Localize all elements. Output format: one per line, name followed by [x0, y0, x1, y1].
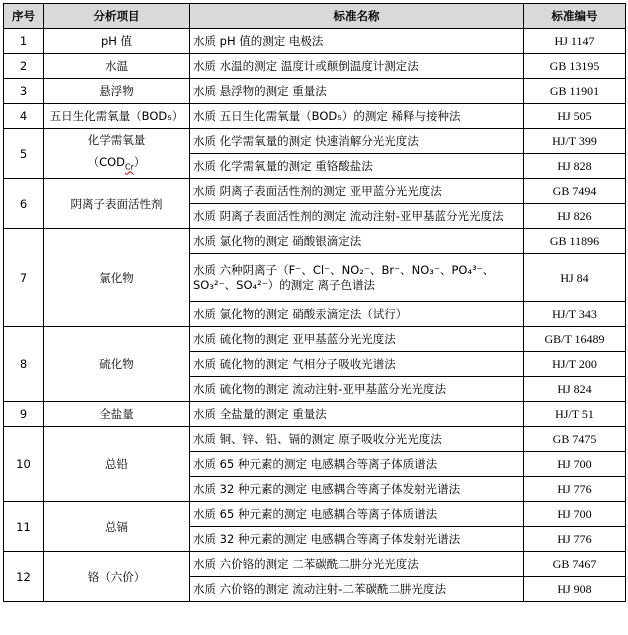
standard-name: 水质 65 种元素的测定 电感耦合等离子体质谱法: [190, 452, 524, 477]
standard-code: HJ/T 343: [524, 302, 626, 327]
row-seq: 10: [4, 427, 44, 502]
table-row: [4, 29, 626, 54]
row-seq: 1: [4, 29, 44, 54]
row-seq: 5: [4, 129, 44, 179]
standard-name: 水质 化学需氧量的测定 重铬酸盐法: [190, 154, 524, 179]
row-item: 硫化物: [44, 327, 190, 402]
standard-code: HJ 776: [524, 527, 626, 552]
standard-code: GB/T 16489: [524, 327, 626, 352]
standard-name: 水质 阴离子表面活性剂的测定 流动注射-亚甲基蓝分光光度法: [190, 204, 524, 229]
row-seq: 12: [4, 552, 44, 602]
row-item-subscript: Cr: [125, 162, 134, 172]
table-row: [4, 104, 626, 129]
row-item: 阴离子表面活性剂: [44, 179, 190, 229]
standard-code: GB 7494: [524, 179, 626, 204]
table-row: [4, 229, 626, 254]
row-seq: 4: [4, 104, 44, 129]
standard-code: GB 13195: [524, 54, 626, 79]
standard-name: 水质 32 种元素的测定 电感耦合等离子体发射光谱法: [190, 527, 524, 552]
row-item: 总铅: [44, 427, 190, 502]
standard-code: HJ 908: [524, 577, 626, 602]
standard-name: 水质 六种阴离子（F⁻、Cl⁻、NO₂⁻、Br⁻、NO₃⁻、PO₄³⁻、SO₃²⁻、SO₄²⁻）的测定 离子色谱法: [190, 254, 524, 302]
row-seq: 7: [4, 229, 44, 327]
header-seq: 序号: [4, 4, 44, 29]
table-header-row: [4, 4, 626, 29]
standard-name: 水质 铜、锌、铅、镉的测定 原子吸收分光光度法: [190, 427, 524, 452]
row-seq: 6: [4, 179, 44, 229]
header-code: 标准编号: [524, 4, 626, 29]
table-row: [4, 79, 626, 104]
standard-code: HJ/T 399: [524, 129, 626, 154]
standard-code: HJ 824: [524, 377, 626, 402]
table-row: [4, 179, 626, 204]
row-item: 氯化物: [44, 229, 190, 327]
standard-code: HJ/T 200: [524, 352, 626, 377]
standard-name: 水质 32 种元素的测定 电感耦合等离子体发射光谱法: [190, 477, 524, 502]
table-row: [4, 54, 626, 79]
row-seq: 8: [4, 327, 44, 402]
standard-name: 水质 六价铬的测定 二苯碳酰二肼分光光度法: [190, 552, 524, 577]
standard-code: HJ 700: [524, 452, 626, 477]
standard-code: HJ 1147: [524, 29, 626, 54]
row-item: 五日生化需氧量（BOD₅）: [44, 104, 190, 129]
standard-code: GB 11901: [524, 79, 626, 104]
standard-name: 水质 六价铬的测定 流动注射-二苯碳酰二肼光度法: [190, 577, 524, 602]
standard-code: HJ 828: [524, 154, 626, 179]
row-item: 总镉: [44, 502, 190, 552]
standard-name: 水质 硫化物的测定 气相分子吸收光谱法: [190, 352, 524, 377]
row-item: 铬（六价）: [44, 552, 190, 602]
standard-name: 水质 65 种元素的测定 电感耦合等离子体质谱法: [190, 502, 524, 527]
standard-code: GB 7467: [524, 552, 626, 577]
standard-code: HJ/T 51: [524, 402, 626, 427]
row-item: pH 值: [44, 29, 190, 54]
row-item: 悬浮物: [44, 79, 190, 104]
standard-name: 水质 化学需氧量的测定 快速消解分光光度法: [190, 129, 524, 154]
standard-code: HJ 776: [524, 477, 626, 502]
analysis-standards-table: [3, 3, 626, 602]
row-item-end: ）: [133, 155, 146, 169]
table-row: [4, 552, 626, 577]
row-seq: 3: [4, 79, 44, 104]
header-name: 标准名称: [190, 4, 524, 29]
table-row: [4, 427, 626, 452]
table-row: [4, 502, 626, 527]
standard-name: 水质 全盐量的测定 重量法: [190, 402, 524, 427]
table-row: [4, 402, 626, 427]
row-seq: 11: [4, 502, 44, 552]
row-seq: 9: [4, 402, 44, 427]
standard-name: 水质 氯化物的测定 硝酸汞滴定法（试行）: [190, 302, 524, 327]
standard-code: HJ 700: [524, 502, 626, 527]
row-item-line1: 化学需氧量: [87, 133, 146, 147]
table-row: [4, 129, 626, 154]
header-item: 分析项目: [44, 4, 190, 29]
row-seq: 2: [4, 54, 44, 79]
standard-name: 水质 pH 值的测定 电极法: [190, 29, 524, 54]
standard-name: 水质 悬浮物的测定 重量法: [190, 79, 524, 104]
standard-code: GB 7475: [524, 427, 626, 452]
standard-name: 水质 氯化物的测定 硝酸银滴定法: [190, 229, 524, 254]
standard-name: 水质 水温的测定 温度计或颠倒温度计测定法: [190, 54, 524, 79]
row-item: 全盐量: [44, 402, 190, 427]
standard-code: HJ 84: [524, 254, 626, 302]
table-row: [4, 327, 626, 352]
standard-name: 水质 五日生化需氧量（BOD₅）的测定 稀释与接种法: [190, 104, 524, 129]
row-item: 水温: [44, 54, 190, 79]
standard-code: GB 11896: [524, 229, 626, 254]
standard-name: 水质 硫化物的测定 流动注射-亚甲基蓝分光光度法: [190, 377, 524, 402]
row-item-line2: （COD: [87, 155, 126, 169]
table-body: [4, 29, 626, 602]
standard-code: HJ 505: [524, 104, 626, 129]
row-item: [44, 129, 190, 179]
standard-name: 水质 阴离子表面活性剂的测定 亚甲蓝分光光度法: [190, 179, 524, 204]
standard-code: HJ 826: [524, 204, 626, 229]
standard-name: 水质 硫化物的测定 亚甲基蓝分光光度法: [190, 327, 524, 352]
